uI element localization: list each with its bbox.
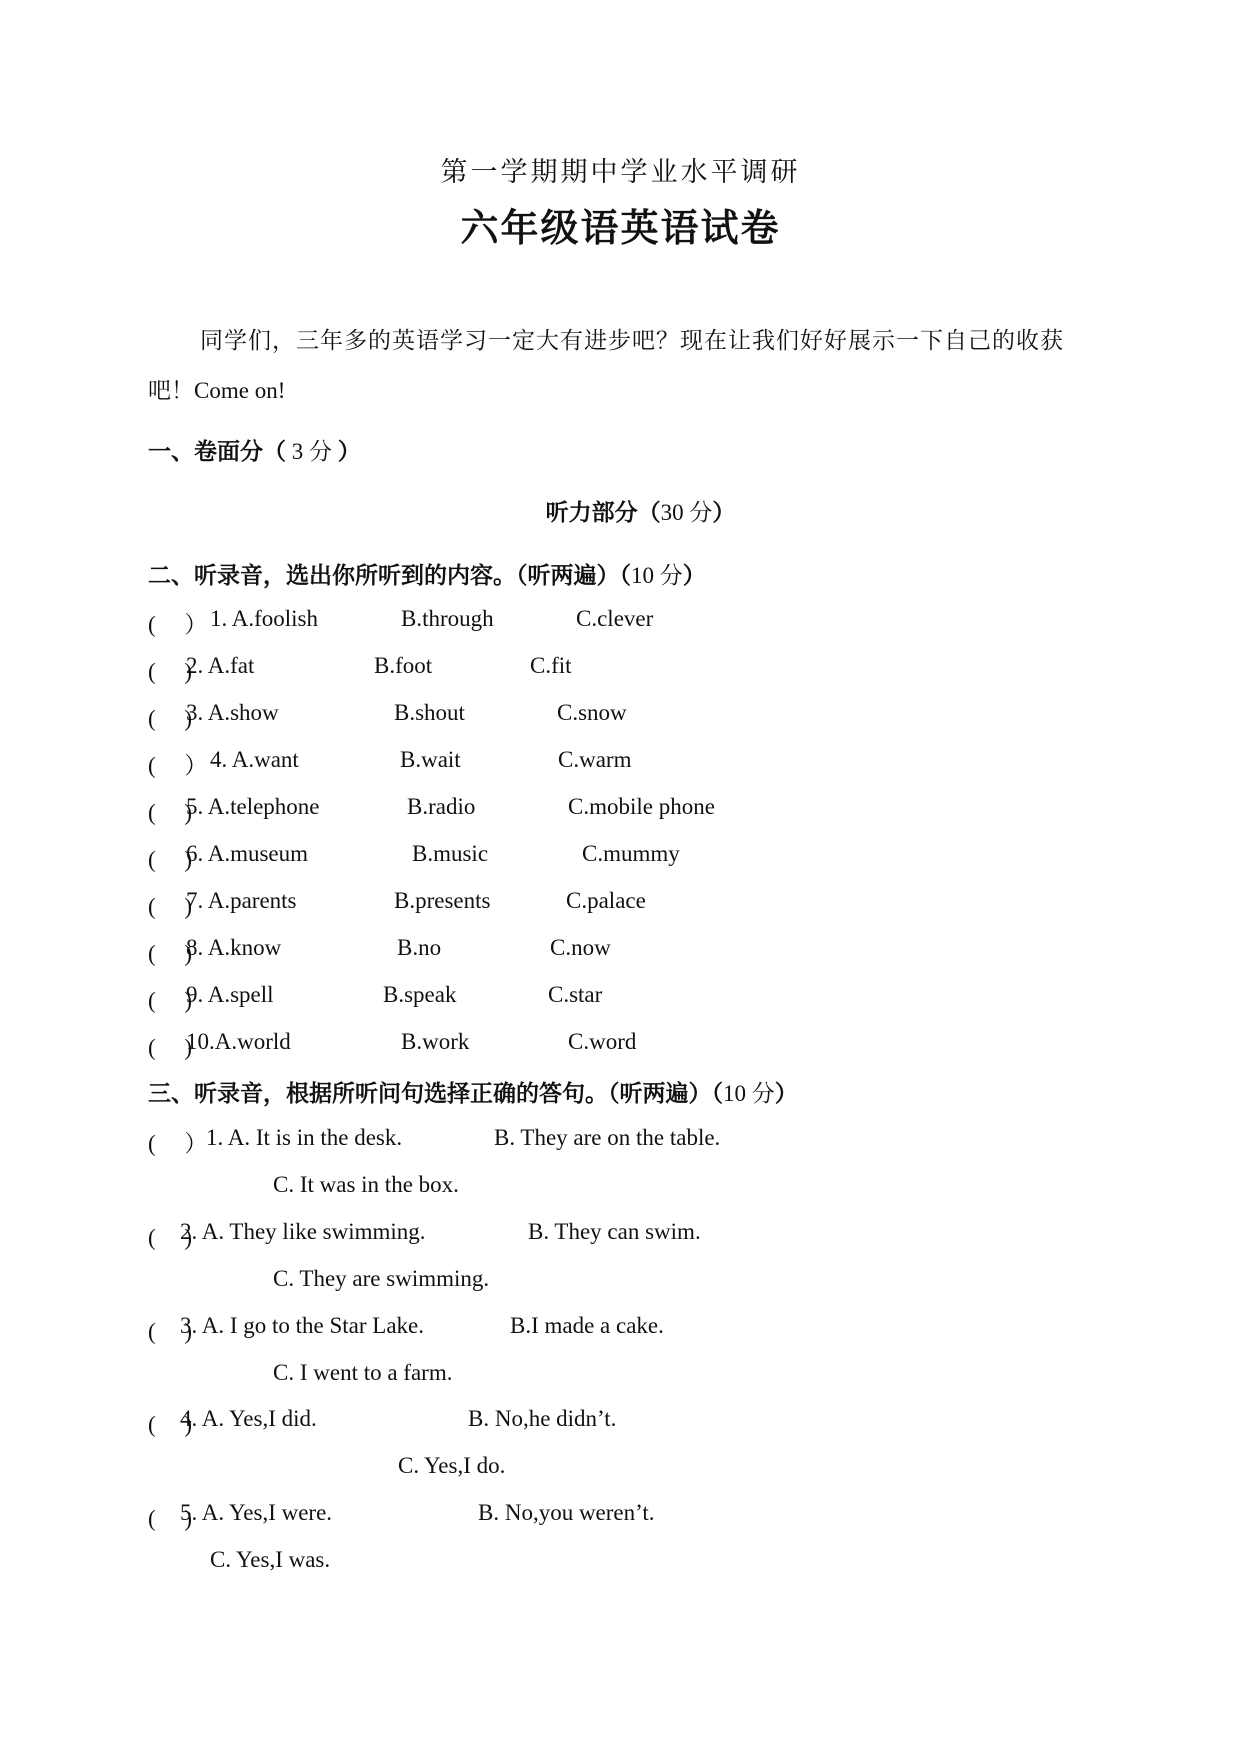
option-b: B.foot <box>374 653 433 678</box>
option-a: 4. A. Yes,I did. <box>180 1406 317 1431</box>
option-a: 6. A.museum <box>186 841 309 866</box>
answer-blank[interactable]: ( ) <box>148 1506 193 1531</box>
option-c: C.palace <box>566 888 646 913</box>
option-a: 8. A.know <box>186 935 282 960</box>
section-3-heading <box>148 1075 798 1108</box>
section-1-close: ） <box>337 439 361 464</box>
option-c: C. It was in the box. <box>273 1172 459 1197</box>
listening-heading <box>0 494 1241 527</box>
option-c: C.warm <box>558 747 632 772</box>
option-b: B.radio <box>407 794 476 819</box>
section-3-label: 三、听录音，根据所听问句选择正确的答句。（听两遍）（ <box>148 1081 723 1106</box>
option-a: 5. A.telephone <box>186 794 320 819</box>
option-a: 9. A.spell <box>186 982 274 1007</box>
section-1-score: 3 分 <box>286 439 338 464</box>
option-b: B.speak <box>383 982 457 1007</box>
answer-blank[interactable]: ( ） <box>148 753 208 778</box>
option-a: 10.A.world <box>186 1029 291 1054</box>
answer-blank[interactable]: ( ） <box>148 1131 208 1156</box>
s2-question-9 <box>148 982 603 1015</box>
option-c: C.clever <box>576 606 654 631</box>
option-b: B.presents <box>394 888 491 913</box>
section-2-close: ） <box>682 563 706 588</box>
option-a: 1. A.foolish <box>210 606 318 631</box>
section-2-score: 10 分 <box>631 563 683 588</box>
option-c: C. I went to a farm. <box>273 1360 453 1385</box>
option-a: 5. A. Yes,I were. <box>180 1500 333 1525</box>
answer-blank[interactable]: ( ) <box>148 894 193 919</box>
s2-question-5 <box>148 794 715 827</box>
option-c: C.snow <box>557 700 627 725</box>
option-b: B. No,you weren’t. <box>478 1500 655 1525</box>
answer-blank[interactable]: ( ) <box>148 847 193 872</box>
answer-blank[interactable]: ( ) <box>148 941 193 966</box>
option-c: C. Yes,I was. <box>210 1547 331 1572</box>
section-2-heading <box>148 557 706 590</box>
answer-blank[interactable]: ( ) <box>148 988 193 1013</box>
s3-question-5 <box>148 1500 1148 1580</box>
answer-blank[interactable]: ( ) <box>148 1225 193 1250</box>
s2-question-10 <box>148 1029 637 1062</box>
option-b: B. They can swim. <box>528 1219 701 1244</box>
answer-blank[interactable]: ( ) <box>148 659 193 684</box>
answer-blank[interactable]: ( ) <box>148 1412 193 1437</box>
option-a: 7. A.parents <box>186 888 297 913</box>
s2-question-6 <box>148 841 680 874</box>
option-c: C.star <box>548 982 603 1007</box>
s3-question-1 <box>148 1125 1148 1205</box>
s2-question-3 <box>148 700 627 733</box>
option-a: 4. A.want <box>210 747 299 772</box>
answer-blank[interactable]: ( ） <box>148 612 208 637</box>
intro-line-2: 吧！Come on! <box>148 378 286 403</box>
option-a: 3. A.show <box>186 700 279 725</box>
option-b: B. They are on the table. <box>494 1125 721 1150</box>
s2-question-2 <box>148 653 572 686</box>
listening-score: 30 分 <box>660 500 713 525</box>
option-a: 2. A. They like swimming. <box>180 1219 426 1244</box>
option-b: B.through <box>401 606 494 631</box>
option-c: C.mummy <box>582 841 680 866</box>
s2-question-4 <box>148 747 632 780</box>
option-b: B.shout <box>394 700 465 725</box>
s3-question-4 <box>148 1406 1148 1486</box>
answer-blank[interactable]: ( ) <box>148 800 193 825</box>
option-c: C.fit <box>530 653 572 678</box>
s2-question-1 <box>148 606 654 639</box>
listening-close: ） <box>712 500 736 525</box>
option-a: 3. A. I go to the Star Lake. <box>180 1313 425 1338</box>
option-b: B.no <box>397 935 442 960</box>
exam-subtitle: 第一学期期中学业水平调研 <box>440 157 801 187</box>
option-c: C. They are swimming. <box>273 1266 490 1291</box>
option-c: C. Yes,I do. <box>398 1453 506 1478</box>
answer-blank[interactable]: ( ) <box>148 1035 193 1060</box>
section-1-label: 一、卷面分（ <box>148 439 286 464</box>
s2-question-7 <box>148 888 646 921</box>
option-c: C.now <box>550 935 611 960</box>
option-b: B.work <box>401 1029 470 1054</box>
option-b: B.music <box>412 841 489 866</box>
option-a: 2. A.fat <box>186 653 255 678</box>
option-c: C.word <box>568 1029 637 1054</box>
s3-question-3 <box>148 1313 1148 1393</box>
option-c: C.mobile phone <box>568 794 715 819</box>
s2-question-8 <box>148 935 611 968</box>
exam-title: 六年级语英语试卷 <box>460 208 781 250</box>
intro-line-1: 同学们，三年多的英语学习一定大有进步吧？现在让我们好好展示一下自己的收获 <box>200 328 1064 353</box>
section-3-score: 10 分 <box>723 1081 775 1106</box>
option-b: B. No,he didn’t. <box>468 1406 617 1431</box>
section-2-label: 二、听录音，选出你所听到的内容。（听两遍）（ <box>148 563 631 588</box>
s3-question-2 <box>148 1219 1148 1299</box>
option-a: 1. A. It is in the desk. <box>206 1125 403 1150</box>
option-b: B.wait <box>400 747 461 772</box>
section-3-close: ） <box>774 1081 798 1106</box>
answer-blank[interactable]: ( ) <box>148 706 193 731</box>
section-1-heading <box>148 433 361 466</box>
option-b: B.I made a cake. <box>510 1313 664 1338</box>
listening-label: 听力部分（ <box>545 500 661 525</box>
answer-blank[interactable]: ( ) <box>148 1319 193 1344</box>
